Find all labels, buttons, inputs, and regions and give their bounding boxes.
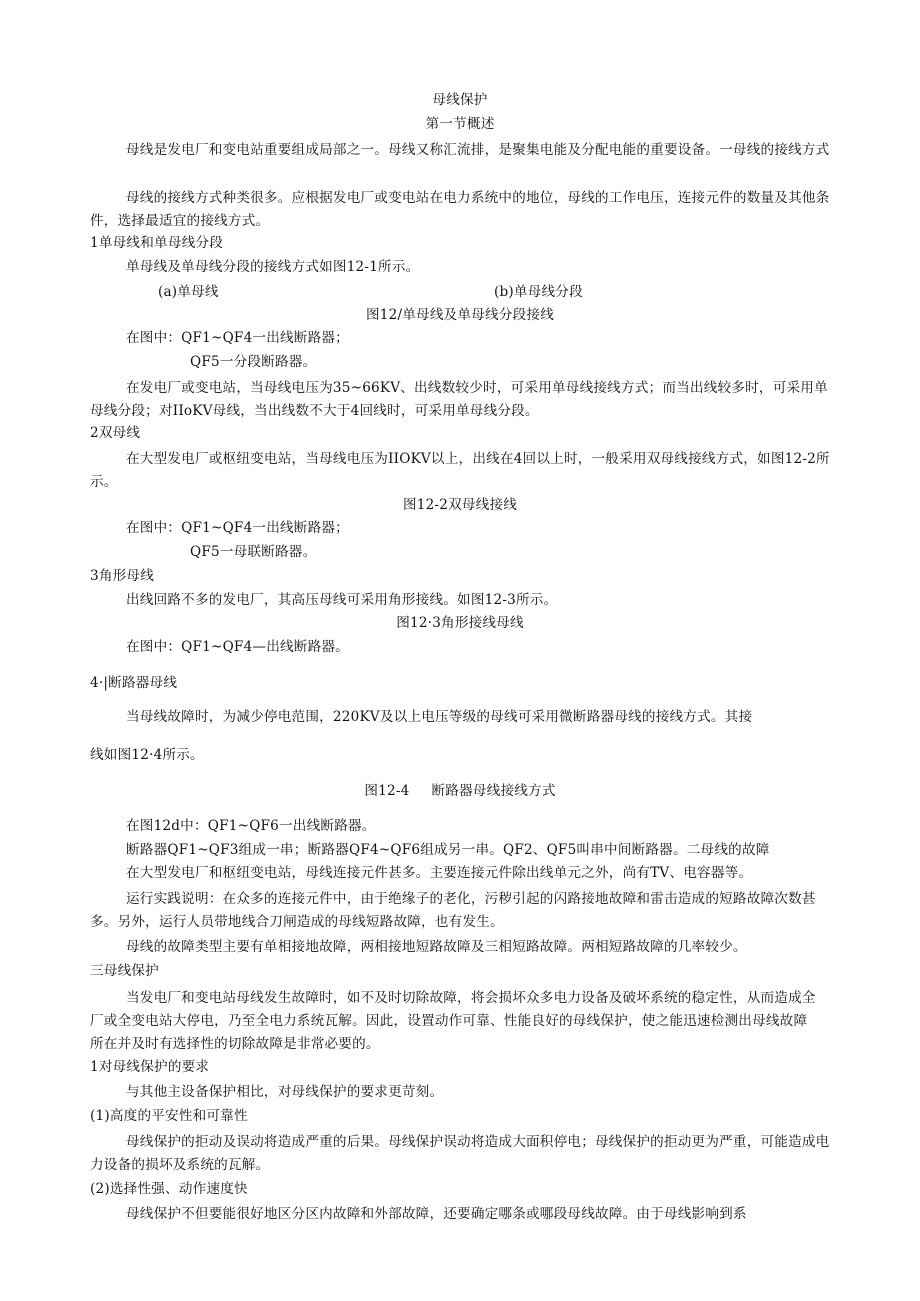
figure-caption-12-4 [0, 782, 920, 800]
paragraph-breaker-bus-line-1: 当母线故障时，为减少停电范围，220KV及以上电压等级的母线可采用微断路器母线的接线方式。其接 [126, 709, 753, 725]
heading-breaker-bus: 4·|断路器母线 [90, 675, 178, 691]
heading-requirements: 1对母线保护的要求 [90, 1059, 210, 1075]
paragraph-wiring-types: 母线的接线方式种类很多。应根据发电厂或变电站在电力系统中的地位，母线的工作电压，连接元件的数量及其他条件，选择最适宜的接线方式。 [90, 190, 830, 229]
figure-label-a: (a)单母线 [158, 284, 219, 300]
note-12-1-a: 在图中：QF1~QF4一出线断路器； [126, 330, 349, 346]
paragraph-selectivity-speed: 母线保护不但要能很好地区分区内故障和外部故障，还要确定哪条或哪段母线故障。由于母线影响到系 [126, 1206, 747, 1222]
figure-caption-12-3: 图12·3角形接线母线 [396, 615, 524, 631]
paragraph-operating-practice: 运行实践说明：在众多的连接元件中，由于绝缘子的老化，污秽引起的闪路接地故障和雷击造成的短路故障次数甚多。另外，运行人员带地线合刀闸造成的母线短路故障，也有发生。 [90, 891, 816, 930]
figure-caption-12-1: 图12/单母线及单母线分段接线 [365, 307, 554, 323]
heading-ring-bus: 3角形母线 [90, 568, 155, 584]
heading-single-bus: 1单母线和单母线分段 [90, 235, 223, 251]
paragraph-breaker-bus-line-2: 线如图12·4所示。 [90, 747, 204, 763]
paragraph-voltage-levels: 在发电厂或变电站，当母线电压为35~66KV、出线数较少时，可采用单母线接线方式；而当出线较多时，可采用单母线分段；对IIoKV母线，当出线数不大于4回线时，可采用单母线分段。 [90, 380, 828, 419]
note-12-2-a: 在图中：QF1~QF4一出线断路器； [126, 520, 349, 536]
paragraph-single-bus: 单母线及单母线分段的接线方式如图12-1所示。 [126, 259, 420, 275]
figure-caption-12-4-text: 断路器母线接线方式 [431, 783, 556, 799]
paragraph-fault-types: 母线的故障类型主要有单相接地故障，两相接地短路故障及三相短路故障。两相短路故障的几率较少。 [126, 939, 747, 955]
paragraph-requirements: 与其他主设备保护相比，对母线保护的要求更苛刻。 [126, 1084, 444, 1100]
note-12-4: 在图12d中：QF1~QF6一出线断路器。 [126, 818, 376, 834]
paragraph-ring-bus: 出线回路不多的发电厂，其高压母线可采用角形接线。如图12-3所示。 [126, 592, 558, 608]
document-title: 母线保护 [432, 92, 488, 108]
paragraph-safety-reliability: 母线保护的拒动及误动将造成严重的后果。母线保护误动将造成大面积停电；母线保护的拒动更为严重，可能造成电力设备的损坏及系统的瓦解。 [90, 1134, 830, 1173]
heading-double-bus: 2双母线 [90, 425, 141, 441]
figure-label-b: (b)单母线分段 [494, 284, 583, 300]
heading-bus-protection: 三母线保护 [90, 963, 159, 979]
note-12-3: 在图中：QF1~QF4—出线断路器。 [126, 639, 349, 655]
paragraph-bus-protection: 当发电厂和变电站母线发生故障时，如不及时切除故障，将会损坏众多电力设备及破坏系统的稳定性，从而造成全厂或全变电站大停电，乃至全电力系统瓦解。因此，设置动作可靠、性能良好的母线保护，使之能迅速检测出母线故障所在并及时有选择性的切除故障是非常必要的。 [90, 990, 816, 1052]
note-12-1-b: QF5一分段断路器。 [190, 354, 317, 370]
note-12-2-b: QF5一母联断路器。 [190, 544, 317, 560]
heading-selectivity-speed: (2)选择性强、动作速度快 [90, 1181, 248, 1197]
section-title: 第一节概述 [425, 116, 495, 132]
heading-safety-reliability: (1)高度的平安性和可靠性 [90, 1108, 248, 1124]
paragraph-intro: 母线是发电厂和变电站重要组成局部之一。母线又称汇流排，是聚集电能及分配电能的重要设备。一母线的接线方式 [126, 142, 830, 158]
paragraph-connected-elements: 在大型发电厂和枢纽变电站，母线连接元件甚多。主要连接元件除出线单元之外，尚有TV、电容器等。 [126, 865, 753, 881]
figure-caption-12-4-number: 图12-4 [364, 783, 410, 799]
paragraph-breaker-strings: 断路器QF1~QF3组成一串；断路器QF4~QF6组成另一串。QF2、QF5叫串中间断路器。二母线的故障 [126, 842, 770, 858]
figure-caption-12-2: 图12-2双母线接线 [402, 497, 518, 513]
paragraph-double-bus: 在大型发电厂或枢纽变电站，当母线电压为IIOKV以上，出线在4回以上时，一般采用双母线接线方式，如图12-2所示。 [90, 451, 830, 490]
